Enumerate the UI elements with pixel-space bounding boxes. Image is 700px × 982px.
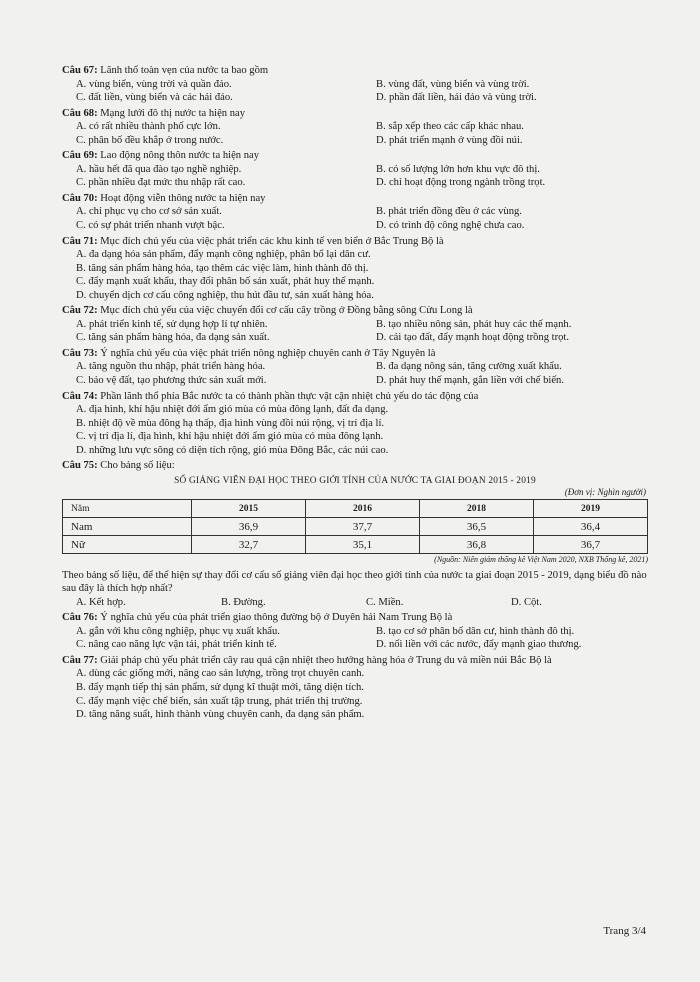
table-header-row <box>63 500 648 518</box>
table-header-cell: 2015 <box>192 500 306 518</box>
question-72 <box>62 304 648 345</box>
table-header-cell: Năm <box>63 500 192 518</box>
option-d: D. tăng năng suất, hình thành vùng chuyên canh, đa dạng sản phẩm. <box>76 709 365 721</box>
table-cell: 36,9 <box>192 518 306 536</box>
question-75-prompt: Theo bảng số liệu, để thể hiện sự thay đổi cơ cấu số giảng viên đại học theo giới tính của nước ta giai đoạn 2015 - 2019, dạng biểu đồ nào sau đây là thích hợp nhất? <box>62 569 647 595</box>
option-d: D. phát huy thế mạnh, gắn liền với chế biến. <box>376 375 565 387</box>
question-number: Câu 77: <box>62 654 98 666</box>
table-cell: 37,7 <box>306 518 420 536</box>
table-header-cell: 2016 <box>306 500 420 518</box>
option-d: D. chỉ hoạt động trong ngành trồng trọt. <box>376 177 546 189</box>
option-c: C. phần nhiều đạt mức thu nhập rất cao. <box>76 177 246 189</box>
option-c: C. đẩy mạnh việc chế biến, sản xuất tập trung, phát triển thị trường. <box>76 695 363 707</box>
table-cell: 35,1 <box>306 536 420 554</box>
option-b: B. sắp xếp theo các cấp khác nhau. <box>376 121 524 133</box>
option-c: C. đẩy mạnh xuất khẩu, thay đổi phân bố sản xuất, phát huy thế mạnh. <box>76 276 375 288</box>
option-b: B. đa dạng nông sản, tăng cường xuất khẩu. <box>376 361 562 373</box>
option-a: A. hầu hết đã qua đào tạo nghề nghiệp. <box>76 163 242 175</box>
option-c: C. Miền. <box>366 596 404 608</box>
option-b: B. tăng sản phẩm hàng hóa, tạo thêm các việc làm, hình thành đô thị. <box>76 262 369 274</box>
option-b: B. Đường. <box>221 596 266 608</box>
option-a: A. chỉ phục vụ cho cơ sở sản xuất. <box>76 206 222 218</box>
question-number: Câu 73: <box>62 347 98 359</box>
option-b: B. có số lượng lớn hơn khu vực đô thị. <box>376 163 540 175</box>
question-67 <box>62 64 648 105</box>
question-number: Câu 69: <box>62 150 98 162</box>
table-header-cell: 2019 <box>534 500 648 518</box>
question-69 <box>62 149 648 190</box>
option-c: C. phân bố đều khắp ở trong nước. <box>76 134 224 146</box>
question-stem: Giải pháp chủ yếu phát triển cây rau quả cận nhiệt theo hướng hàng hóa ở Trung du và miền núi Bắc Bộ là <box>100 654 552 666</box>
table-cell: 36,5 <box>420 518 534 536</box>
question-stem: Cho bảng số liệu: <box>100 460 175 472</box>
option-c: C. tăng sản phẩm hàng hóa, đa dạng sản xuất. <box>76 332 270 344</box>
question-stem: Lãnh thổ toàn vẹn của nước ta bao gồm <box>100 65 269 76</box>
option-d: D. nối liền với các nước, đẩy mạnh giao thương. <box>376 639 582 651</box>
question-number: Câu 76: <box>62 612 98 624</box>
question-number: Câu 74: <box>62 390 98 402</box>
option-a: A. địa hình, khí hậu nhiệt đới ẩm gió mùa có mùa đông lạnh, đất đa dạng. <box>76 404 389 416</box>
option-a: A. Kết hợp. <box>76 596 126 608</box>
question-75 <box>62 459 648 609</box>
option-b: B. tạo nhiều nông sản, phát huy các thế mạnh. <box>376 318 572 330</box>
page-number: Trang 3/4 <box>603 925 646 937</box>
question-stem: Hoạt động viễn thông nước ta hiện nay <box>100 192 266 204</box>
question-number: Câu 68: <box>62 107 98 119</box>
option-a: A. vùng biển, vùng trời và quần đảo. <box>76 78 232 90</box>
option-a: A. tăng nguồn thu nhập, phát triển hàng hóa. <box>76 361 266 373</box>
table-source: (Nguồn: Niên giám thống kê Việt Nam 2020, NXB Thống kê, 2021) <box>434 555 648 565</box>
option-a: A. đa dạng hóa sản phẩm, đẩy mạnh công nghiệp, phân bố lại dân cư. <box>76 249 371 261</box>
table-row <box>63 536 648 554</box>
question-stem: Mục đích chủ yếu của việc phát triển các khu kinh tế ven biển ở Bắc Trung Bộ là <box>100 235 444 247</box>
option-a: A. có rất nhiều thành phố cực lớn. <box>76 121 221 133</box>
table-cell: 36,7 <box>534 536 648 554</box>
option-b: B. đẩy mạnh tiếp thị sản phẩm, sử dụng kĩ thuật mới, tăng diện tích. <box>76 682 364 694</box>
table-cell: 32,7 <box>192 536 306 554</box>
question-stem: Mạng lưới đô thị nước ta hiện nay <box>100 107 246 119</box>
table-title: SỐ GIẢNG VIÊN ĐẠI HỌC THEO GIỚI TÍNH CỦA NƯỚC TA GIAI ĐOẠN 2015 - 2019 <box>174 475 536 486</box>
option-d: D. có trình độ công nghệ chưa cao. <box>376 220 525 232</box>
question-68 <box>62 107 648 148</box>
option-b: B. vùng đất, vùng biển và vùng trời. <box>376 78 530 90</box>
question-76 <box>62 611 648 652</box>
option-d: D. chuyển dịch cơ cấu công nghiệp, thu hút đầu tư, sản xuất hàng hóa. <box>76 289 374 301</box>
data-table <box>62 499 648 554</box>
option-b: B. phát triển đồng đều ở các vùng. <box>376 206 522 218</box>
option-a: A. dùng các giống mới, nâng cao sản lượng, trồng trọt chuyên canh. <box>76 668 365 680</box>
table-cell: 36,4 <box>534 518 648 536</box>
question-stem: Ý nghĩa chủ yếu của việc phát triển nông nghiệp chuyên canh ở Tây Nguyên là <box>100 347 436 359</box>
question-71 <box>62 235 648 303</box>
option-d: D. phát triển mạnh ở vùng đồi núi. <box>376 134 523 146</box>
question-70 <box>62 192 648 233</box>
question-number: Câu 71: <box>62 235 98 247</box>
question-77 <box>62 654 648 722</box>
option-d: D. phần đất liền, hải đảo và vùng trời. <box>376 92 537 104</box>
question-73 <box>62 347 648 388</box>
option-c: C. bảo vệ đất, tạo phương thức sản xuất mới. <box>76 375 267 387</box>
question-stem: Phần lãnh thổ phía Bắc nước ta có thành phần thực vật cận nhiệt chủ yếu do tác động của <box>100 390 479 402</box>
option-c: C. vị trí địa lí, địa hình, khí hậu nhiệt đới ẩm gió mùa có mùa đông lạnh. <box>76 431 384 443</box>
option-b: B. nhiệt độ về mùa đông hạ thấp, địa hình vùng đồi núi rộng, vị trí địa lí. <box>76 417 385 429</box>
table-header-cell: 2018 <box>420 500 534 518</box>
option-a: A. phát triển kinh tế, sử dụng hợp lí tự nhiên. <box>76 318 268 330</box>
option-a: A. gắn với khu công nghiệp, phục vụ xuất khẩu. <box>76 625 280 637</box>
question-number: Câu 67: <box>62 65 98 76</box>
option-d: D. những lưu vực sông có diện tích rộng, gió mùa Đông Bắc, các núi cao. <box>76 444 389 456</box>
table-unit: (Đơn vị: Nghìn người) <box>564 486 646 497</box>
question-number: Câu 70: <box>62 192 98 204</box>
question-number: Câu 75: <box>62 460 98 472</box>
question-stem: Mục đích chủ yếu của việc chuyển đổi cơ cấu cây trồng ở Đồng bằng sông Cửu Long là <box>100 305 473 317</box>
option-c: C. đất liền, vùng biển và các hải đảo. <box>76 92 233 104</box>
question-stem: Ý nghĩa chủ yếu của phát triển giao thông đường bộ ở Duyên hải Nam Trung Bộ là <box>100 612 453 624</box>
question-number: Câu 72: <box>62 305 98 317</box>
option-d: D. Cột. <box>511 596 542 608</box>
table-row-label: Nam <box>63 518 192 536</box>
table-cell: 36,8 <box>420 536 534 554</box>
table-row <box>63 518 648 536</box>
question-74 <box>62 390 648 458</box>
question-stem: Lao động nông thôn nước ta hiện nay <box>100 150 260 162</box>
table-row-label: Nữ <box>63 536 192 554</box>
option-b: B. tạo cơ sở phân bố dân cư, hình thành đô thị. <box>376 625 575 637</box>
option-c: C. nâng cao năng lực vận tải, phát triển kinh tế. <box>76 639 277 651</box>
option-d: D. cải tạo đất, đẩy mạnh hoạt động trồng trọt. <box>376 332 569 344</box>
option-c: C. có sự phát triển nhanh vượt bậc. <box>76 220 225 232</box>
